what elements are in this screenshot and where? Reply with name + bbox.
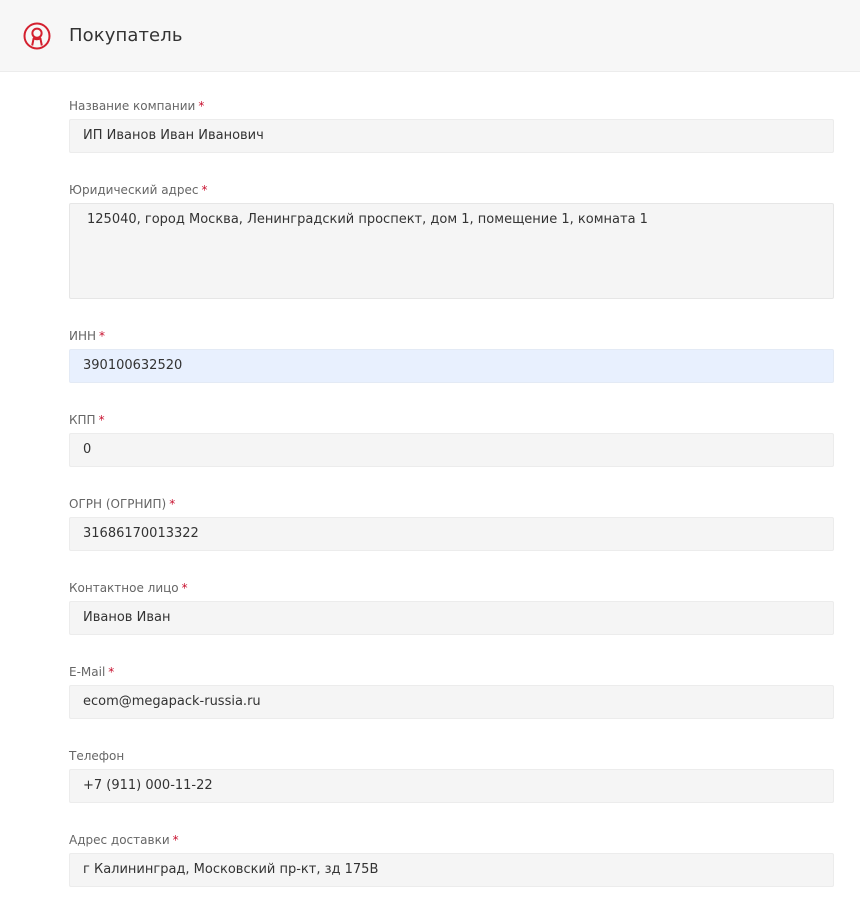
contact-person-input[interactable]: Иванов Иван: [69, 601, 834, 635]
ogrn-field: [69, 496, 834, 541]
required-mark: *: [172, 833, 179, 847]
required-mark: *: [181, 581, 188, 595]
email-input[interactable]: ecom@megapack-russia.ru: [69, 685, 834, 719]
legal-address-textarea[interactable]: 125040, город Москва, Ленинградский проспект, дом 1, помещение 1, комната 1: [69, 203, 834, 299]
phone-label: Телефон: [69, 749, 125, 763]
required-mark: *: [98, 413, 105, 427]
email-label: E-Mail *: [69, 665, 115, 679]
required-mark: *: [99, 329, 106, 343]
delivery-address-field: [69, 832, 834, 877]
legal-address-label: Юридический адрес *: [69, 183, 208, 197]
ogrn-input[interactable]: 31686170013322: [69, 517, 834, 551]
phone-input[interactable]: +7 (911) 000-11-22: [69, 769, 834, 803]
inn-field: [69, 328, 834, 373]
contact-person-field: [69, 580, 834, 625]
delivery-address-label: Адрес доставки *: [69, 833, 179, 847]
phone-field: [69, 748, 834, 793]
page-title: Покупатель: [69, 25, 183, 46]
legal-address-field: [69, 182, 834, 227]
contact-person-label: Контактное лицо *: [69, 581, 188, 595]
kpp-field: [69, 412, 834, 457]
kpp-label: КПП *: [69, 413, 105, 427]
ogrn-label: ОГРН (ОГРНИП) *: [69, 497, 176, 511]
company-name-label: Название компании *: [69, 99, 205, 113]
page-header: [0, 0, 860, 72]
inn-label: ИНН *: [69, 329, 106, 343]
required-mark: *: [198, 99, 205, 113]
delivery-address-input[interactable]: г Калининград, Московский пр-кт, зд 175В: [69, 853, 834, 887]
kpp-input[interactable]: 0: [69, 433, 834, 467]
email-field: [69, 664, 834, 709]
required-mark: *: [201, 183, 208, 197]
company-name-field: [69, 98, 834, 143]
company-name-input[interactable]: ИП Иванов Иван Иванович: [69, 119, 834, 153]
inn-input[interactable]: 390100632520: [69, 349, 834, 383]
required-mark: *: [108, 665, 115, 679]
required-mark: *: [169, 497, 176, 511]
account-circle-icon: [22, 21, 52, 51]
